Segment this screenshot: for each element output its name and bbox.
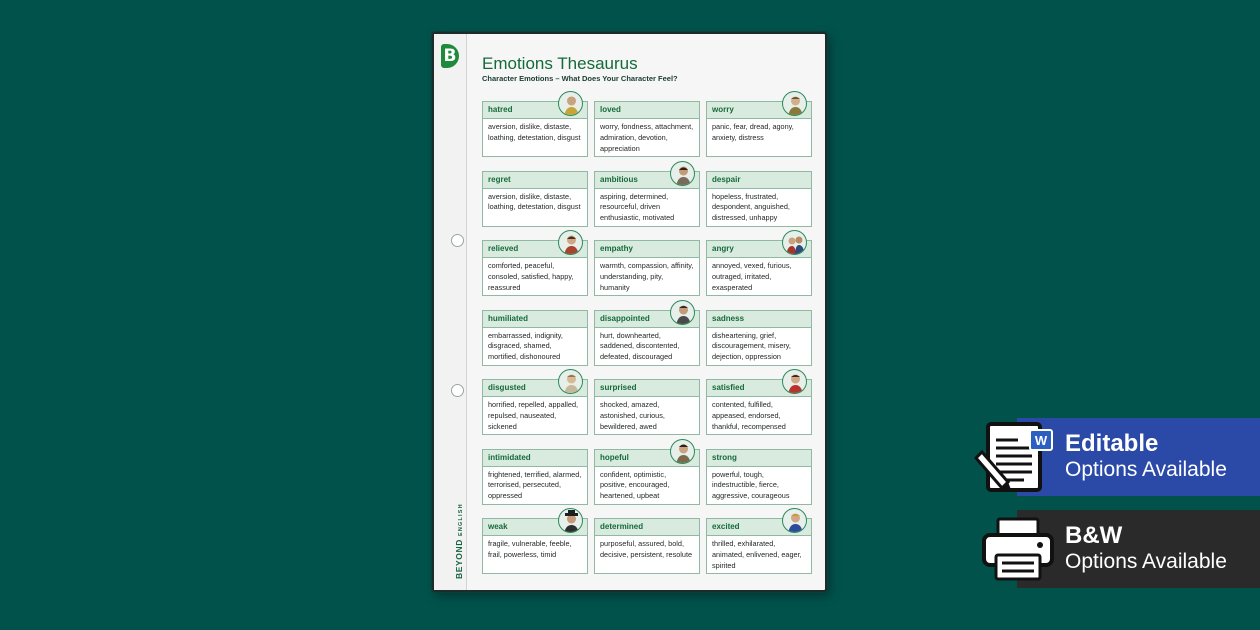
punch-hole bbox=[451, 234, 464, 247]
emotion-word: weak bbox=[483, 519, 587, 536]
emotion-card bbox=[594, 101, 700, 157]
brand-wordmark bbox=[454, 503, 464, 579]
emotion-card bbox=[706, 379, 812, 435]
emotion-synonyms: panic, fear, dread, agony, anxiety, distress bbox=[712, 122, 794, 142]
emotion-synonyms: confident, optimistic, positive, encouraged, heartened, upbeat bbox=[600, 469, 670, 501]
printer-icon bbox=[980, 515, 1056, 583]
emotion-card bbox=[706, 310, 812, 366]
emotion-synonyms: shocked, amazed, astonished, curious, bewildered, awed bbox=[600, 400, 665, 431]
emotion-synonyms: worry, fondness, attachment, admiration, devotion, appreciation bbox=[600, 122, 694, 153]
character-portrait-icon bbox=[558, 369, 583, 394]
emotion-synonyms: frightened, terrified, alarmed, terrorised, persecuted, oppressed bbox=[488, 469, 582, 501]
emotion-word: ambitious bbox=[595, 172, 699, 189]
emotion-synonyms: annoyed, vexed, furious, outraged, irritated, exasperated bbox=[712, 261, 792, 292]
word-document-icon bbox=[974, 418, 1058, 496]
emotion-card bbox=[706, 449, 812, 505]
character-portrait-icon bbox=[782, 230, 807, 255]
character-portrait-icon bbox=[558, 508, 583, 533]
emotion-word: empathy bbox=[595, 241, 699, 258]
emotion-word: excited bbox=[707, 519, 811, 536]
brand-name: BEYOND bbox=[454, 539, 464, 579]
binding-spine bbox=[434, 34, 467, 590]
emotion-word: surprised bbox=[595, 380, 699, 397]
emotion-card bbox=[482, 101, 588, 157]
emotion-card bbox=[594, 310, 700, 366]
bw-title: B&W bbox=[1065, 522, 1123, 549]
character-portrait-icon bbox=[670, 161, 695, 186]
document-title: Emotions Thesaurus bbox=[482, 54, 638, 73]
emotion-word: disgusted bbox=[483, 380, 587, 397]
emotion-word: hopeful bbox=[595, 450, 699, 467]
emotion-card bbox=[594, 449, 700, 505]
character-portrait-icon bbox=[558, 230, 583, 255]
brand-sub: ENGLISH bbox=[458, 503, 464, 537]
emotion-synonyms: aversion, dislike, distaste, loathing, detestation, disgust bbox=[488, 122, 581, 142]
emotion-synonyms: thrilled, exhilarated, animated, enlivened, eager, spirited bbox=[712, 539, 802, 570]
emotion-card bbox=[706, 101, 812, 157]
emotion-card bbox=[594, 171, 700, 227]
emotion-card bbox=[594, 240, 700, 296]
worksheet-preview bbox=[432, 32, 827, 592]
emotion-synonyms: warmth, compassion, affinity, understanding, pity, humanity bbox=[600, 261, 694, 292]
editable-title: Editable bbox=[1065, 430, 1159, 457]
emotion-word: strong bbox=[707, 450, 811, 467]
emotion-synonyms: aversion, dislike, distaste, loathing, detestation, disgust bbox=[488, 191, 581, 212]
emotion-card bbox=[706, 171, 812, 227]
punch-hole bbox=[451, 384, 464, 397]
editable-subtitle: Options Available bbox=[1065, 458, 1227, 481]
emotion-word: despair bbox=[707, 172, 811, 189]
character-portrait-icon bbox=[670, 300, 695, 325]
emotion-card bbox=[482, 240, 588, 296]
emotion-synonyms: comforted, peaceful, consoled, satisfied, happy, reassured bbox=[488, 261, 574, 292]
character-portrait-icon bbox=[782, 508, 807, 533]
emotion-word: disappointed bbox=[595, 311, 699, 328]
emotion-card bbox=[482, 171, 588, 227]
emotion-word: hatred bbox=[483, 102, 587, 119]
character-portrait-icon bbox=[558, 91, 583, 116]
emotion-card bbox=[482, 518, 588, 574]
beyond-logo-icon: B bbox=[441, 44, 459, 68]
bw-subtitle: Options Available bbox=[1065, 550, 1227, 573]
emotion-card bbox=[594, 379, 700, 435]
emotion-synonyms: hurt, downhearted, saddened, discontented, defeated, discouraged bbox=[600, 330, 680, 362]
emotion-word: worry bbox=[707, 102, 811, 119]
emotion-card bbox=[482, 310, 588, 366]
emotion-word: intimidated bbox=[483, 450, 587, 467]
emotion-synonyms: fragile, vulnerable, feeble, frail, powerless, timid bbox=[488, 539, 572, 559]
emotion-synonyms: aspiring, determined, resourceful, driven enthusiastic, motivated bbox=[600, 191, 675, 223]
emotion-card bbox=[482, 449, 588, 505]
emotion-synonyms: disheartening, grief, discouragement, misery, dejection, oppression bbox=[712, 330, 791, 362]
emotion-word: sadness bbox=[707, 311, 811, 328]
emotion-word: loved bbox=[595, 102, 699, 119]
emotion-synonyms: horrified, repelled, appalled, repulsed, nauseated, sickened bbox=[488, 400, 579, 431]
emotion-card bbox=[706, 240, 812, 296]
word-letter: W bbox=[1034, 433, 1048, 448]
emotion-synonyms: hopeless, frustrated, despondent, anguished, distressed, unhappy bbox=[712, 191, 790, 223]
emotion-word: humiliated bbox=[483, 311, 587, 328]
emotion-word: relieved bbox=[483, 241, 587, 258]
emotion-synonyms: contented, fulfilled, appeased, endorsed, thankful, recompensed bbox=[712, 400, 786, 431]
emotion-synonyms: powerful, tough, indestructible, fierce, aggressive, courageous bbox=[712, 469, 790, 501]
document-subtitle: Character Emotions – What Does Your Character Feel? bbox=[482, 74, 678, 83]
character-portrait-icon bbox=[782, 369, 807, 394]
emotion-word: satisfied bbox=[707, 380, 811, 397]
emotion-word: regret bbox=[483, 172, 587, 189]
emotion-synonyms: embarrassed, indignity, disgraced, shamed, mortified, dishonoured bbox=[488, 330, 563, 362]
emotion-word: angry bbox=[707, 241, 811, 258]
character-portrait-icon bbox=[782, 91, 807, 116]
emotion-card bbox=[706, 518, 812, 574]
emotion-grid bbox=[482, 101, 812, 574]
emotion-card bbox=[482, 379, 588, 435]
emotion-synonyms: purposeful, assured, bold, decisive, persistent, resolute bbox=[600, 539, 693, 559]
emotion-word: determined bbox=[595, 519, 699, 536]
character-portrait-icon bbox=[670, 439, 695, 464]
emotion-card bbox=[594, 518, 700, 574]
